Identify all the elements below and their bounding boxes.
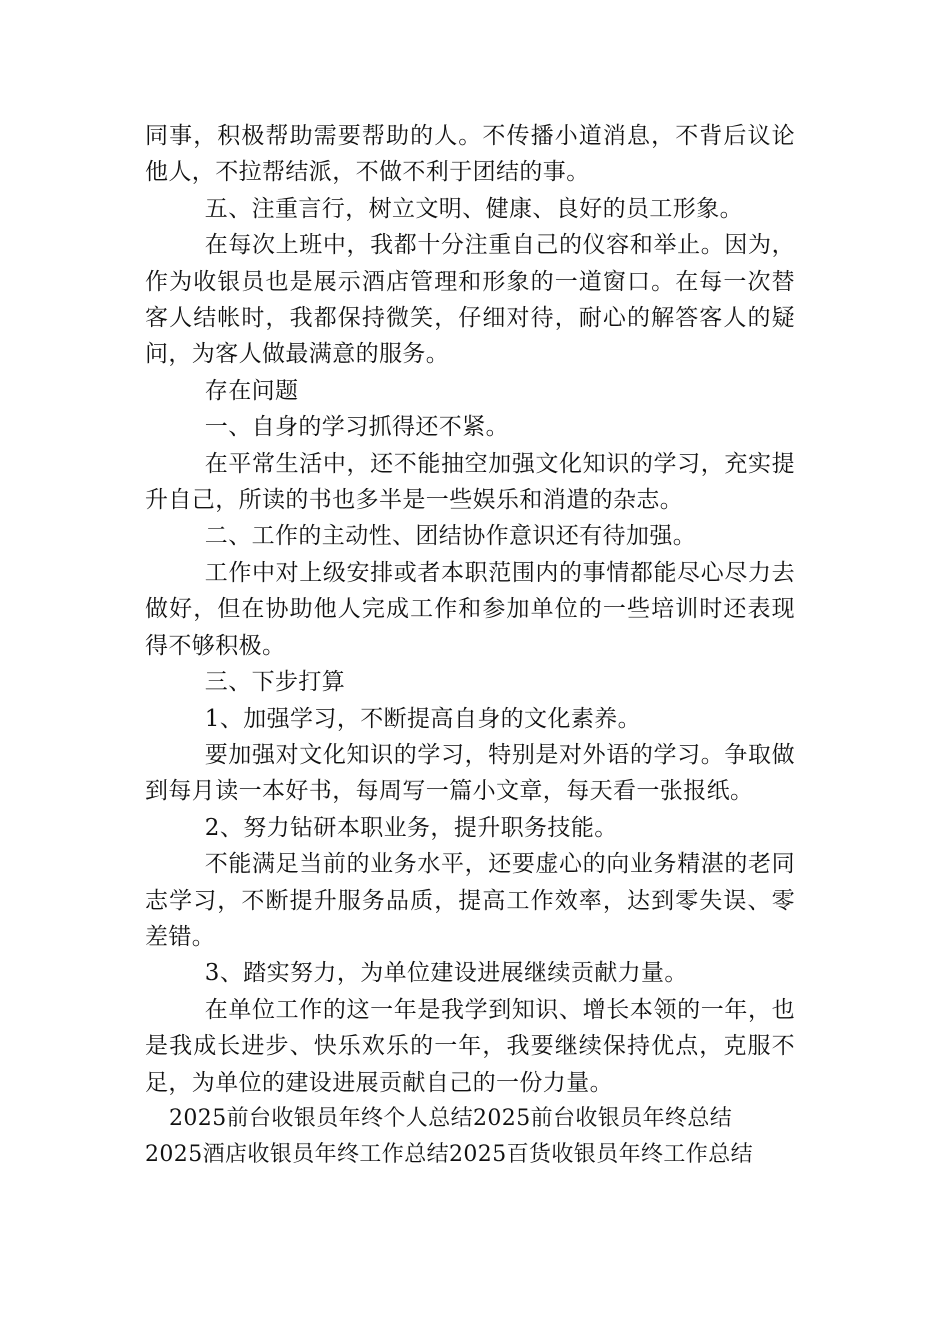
section-heading: 2、努力钻研本职业务，提升职务技能。 (204, 814, 618, 841)
related-link[interactable]: 2025前台收银员年终个人总结 (169, 1105, 473, 1131)
paragraph: 不能满足当前的业务水平，还要虚心的向业务精湛的老同志学习，不断提升服务品质，提高工作效率，达到零失误、零差错。 (145, 851, 795, 950)
section-heading: 二、工作的主动性、团结协作意识还有待加强。 (204, 523, 697, 550)
section-heading: 3、踏实努力，为单位建设进展继续贡献力量。 (204, 960, 688, 987)
paragraph: 在每次上班中，我都十分注重自己的仪容和举止。因为，作为收银员也是展示酒店管理和形象的一道窗口。在每一次替客人结帐时，我都保持微笑，仔细对待，耐心的解答客人的疑问，为客人做最满意的服务。 (145, 232, 795, 368)
related-links (145, 1101, 795, 1174)
section-heading: 五、注重言行，树立文明、健康、良好的员工形象。 (204, 195, 743, 222)
section-heading: 三、下步打算 (204, 669, 346, 696)
paragraph: 要加强对文化知识的学习，特别是对外语的学习。争取做到每月读一本好书，每周写一篇小文章，每天看一张报纸。 (145, 741, 795, 805)
section-heading: 1、加强学习，不断提高自身的文化素养。 (204, 705, 642, 732)
paragraph: 在单位工作的这一年是我学到知识、增长本领的一年，也是我成长进步、快乐欢乐的一年，我要继续保持优点，克服不足，为单位的建设进展贡献自己的一份力量。 (145, 996, 795, 1096)
section-heading: 存在问题 (204, 377, 299, 404)
paragraph: 同事，积极帮助需要帮助的人。不传播小道消息，不背后议论他人，不拉帮结派，不做不利于团结的事。 (145, 123, 795, 186)
document-body (145, 118, 795, 1174)
section-heading: 一、自身的学习抓得还不紧。 (204, 414, 509, 441)
related-link[interactable]: 2025百货收银员年终工作总结 (449, 1142, 753, 1168)
paragraph: 在平常生活中，还不能抽空加强文化知识的学习，充实提升自己，所读的书也多半是一些娱乐和消遣的杂志。 (145, 450, 795, 514)
related-link[interactable]: 2025前台收银员年终总结 (473, 1105, 733, 1131)
related-link[interactable]: 2025酒店收银员年终工作总结 (145, 1142, 449, 1168)
paragraph: 工作中对上级安排或者本职范围内的事情都能尽心尽力去做好，但在协助他人完成工作和参加单位的一些培训时还表现得不够积极。 (145, 559, 795, 659)
